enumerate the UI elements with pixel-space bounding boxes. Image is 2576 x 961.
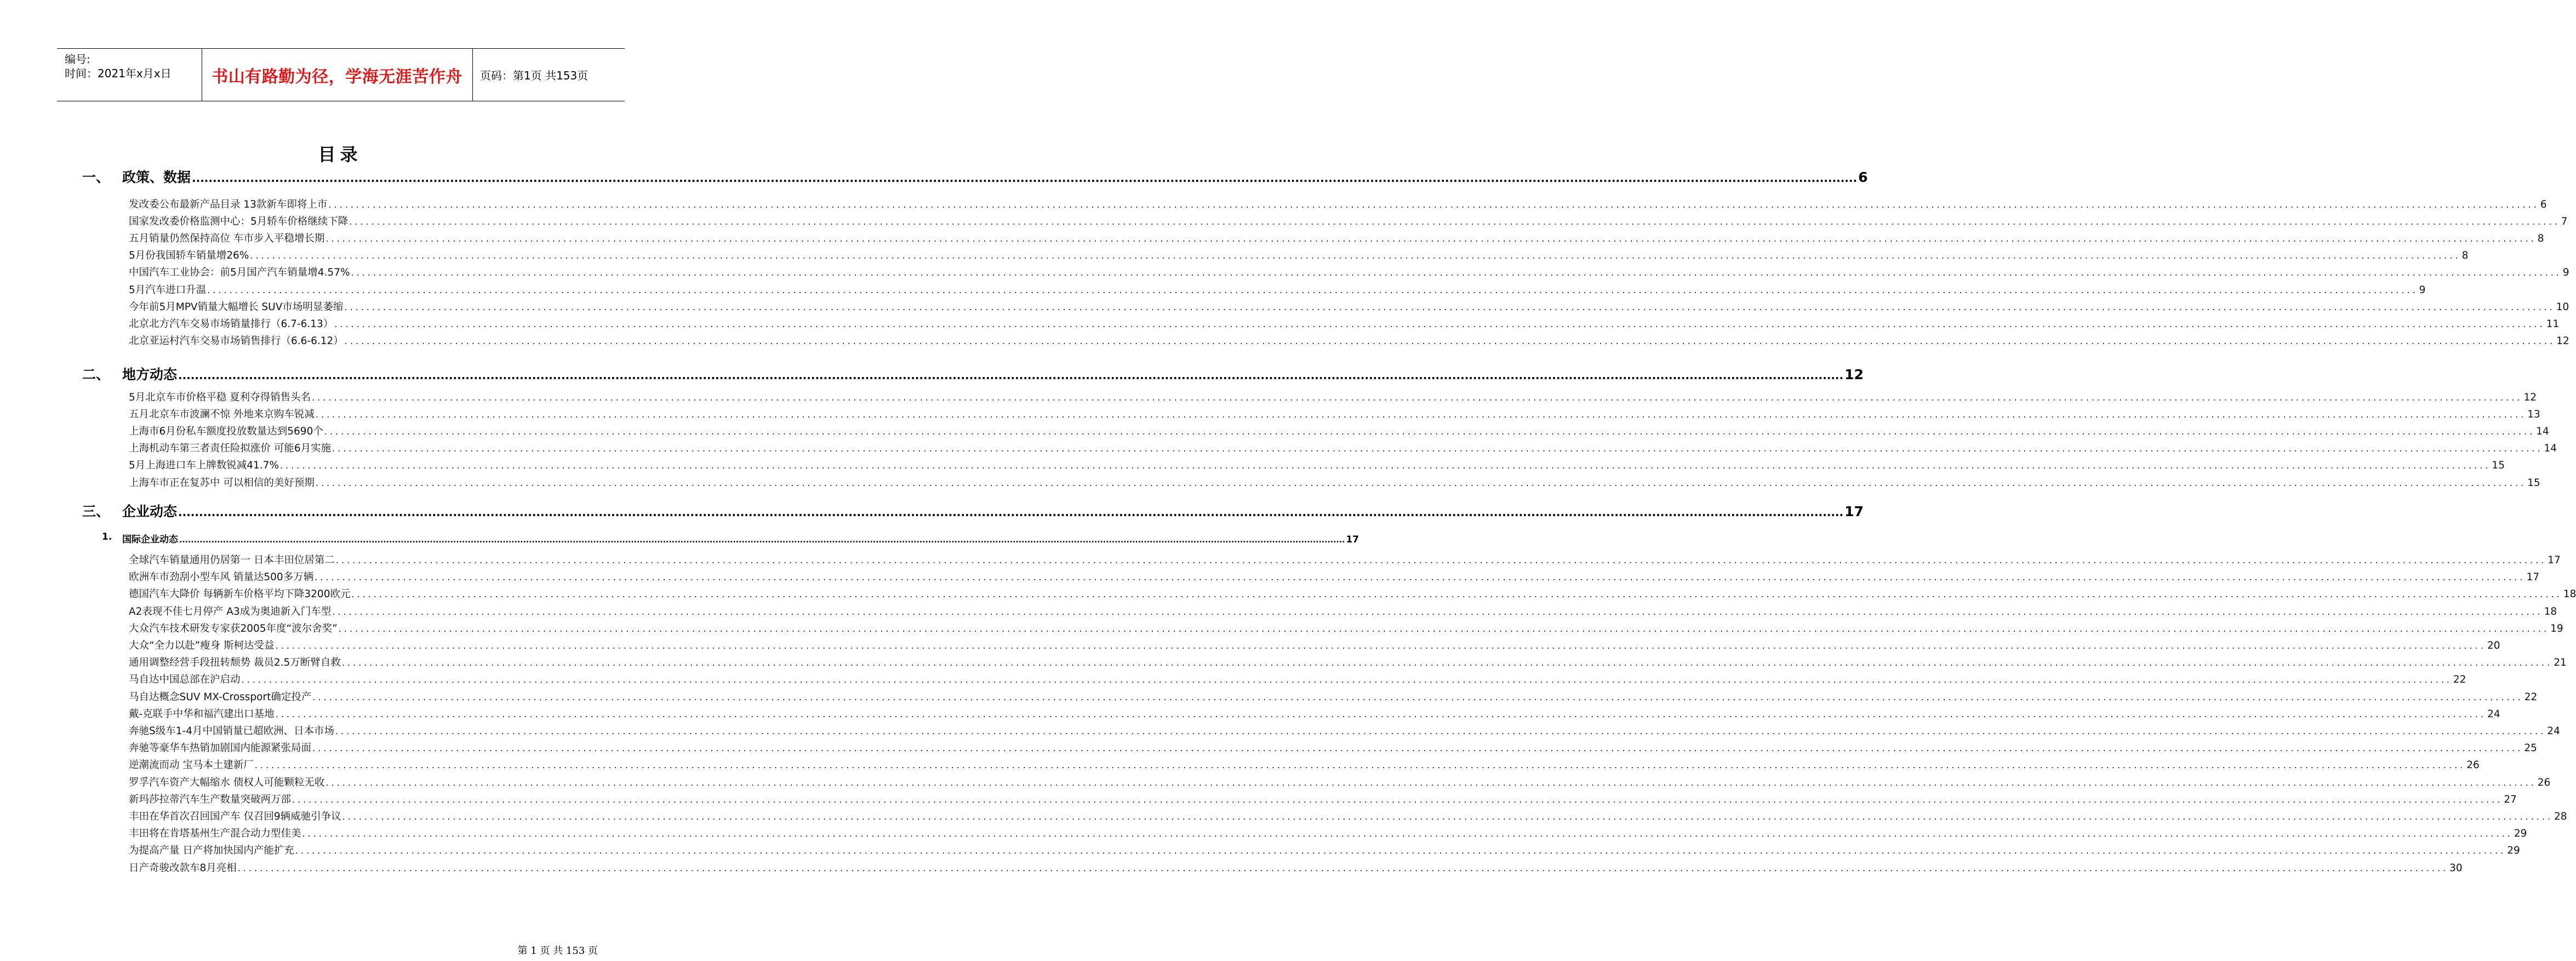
entry-page: 22 [2453, 674, 2466, 686]
dot-leader: ................................................................................................................................................................................................................................................................................................................................................................................................................ [334, 318, 2545, 329]
entry-title: 北京亚运村汽车交易市场销售排行（6.6-6.12） [129, 335, 344, 347]
entry-title: 上海车市正在复苏中 可以相信的美好预期 [129, 477, 315, 489]
header-motto-cell [202, 49, 473, 101]
entry-title: 奔驰等豪华车热销加剧国内能源紧张局面 [129, 742, 312, 754]
section-number: 一、 [82, 169, 110, 185]
section-page: 17 [1844, 504, 1864, 519]
entry-page: 24 [2547, 725, 2560, 737]
toc-entry [129, 231, 2544, 245]
entry-page: 18 [2544, 605, 2557, 617]
entry-page: 14 [2536, 426, 2549, 438]
entry-title: 5月份我国轿车销量增26% [129, 250, 249, 262]
entry-title: 上海机动车第三者责任险拟涨价 可能6月实施 [129, 443, 332, 455]
entry-title: 5月北京车市价格平稳 夏利夺得销售头名 [129, 392, 311, 403]
entry-page: 29 [2507, 845, 2520, 857]
dot-leader: ................................................................................................................................................................................................................................................................................................................................................................................................................ [338, 623, 2550, 634]
toc-entry [129, 826, 2527, 840]
entry-page: 15 [2527, 477, 2540, 489]
dot-leader: ................................................................................................................................................................................................................................................................................................................................................................................................................ [302, 828, 2513, 839]
entry-page: 8 [2537, 233, 2544, 245]
entry-page: 15 [2492, 460, 2505, 472]
entry-page: 30 [2449, 862, 2463, 874]
entry-page: 11 [2546, 318, 2560, 330]
toc-entry [129, 809, 2567, 823]
toc-entry [129, 197, 2547, 211]
entry-title: 上海市6月份私车额度投放数量达到5690个 [129, 426, 323, 438]
dot-leader: ................................................................................................................................................................................................................................................................................................................................................................................................................ [295, 845, 2506, 856]
dot-leader: ................................................................................................................................................................................................................................................................................................................................................................................................................ [325, 777, 2537, 788]
entry-page: 19 [2550, 622, 2563, 634]
entry-page: 10 [2556, 301, 2569, 313]
entry-page: 9 [2562, 267, 2569, 279]
entry-title: 发改委公布最新产品目录 13款新车即将上市 [129, 199, 328, 210]
section-number: 二、 [82, 367, 110, 382]
dot-leader: ................................................................................................................................................................................................................................................................................................................................................................................................................ [207, 284, 2418, 295]
section-title: 企业动态 [122, 504, 178, 519]
toc-entry [129, 689, 2538, 703]
entry-title: A2表现不佳七月停产 A3成为奥迪新入门车型 [129, 605, 332, 617]
toc-section-row[interactable] [0, 501, 1864, 519]
toc-entry [129, 621, 2563, 635]
toc-section-row[interactable] [0, 167, 1868, 185]
entry-page: 18 [2563, 588, 2576, 600]
subsection-page: 17 [1346, 534, 1360, 545]
dot-leader: ................................................................................................................................................................................................................................................................................................................................................................................................................ [178, 369, 1844, 382]
header-meta-cell [57, 49, 202, 101]
entry-title: 罗孚汽车资产大幅缩水 债权人可能颗粒无收 [129, 776, 325, 788]
section-title: 政策、数据 [122, 169, 191, 185]
entry-title: 五月销量仍然保持高位 车市步入平稳增长期 [129, 233, 325, 245]
section-page: 12 [1844, 367, 1864, 382]
subsection-entry [122, 531, 1360, 545]
entry-title: 五月北京车市波澜不惊 外地来京购车锐减 [129, 409, 315, 421]
dot-leader: ................................................................................................................................................................................................................................................................................................................................................................................................................ [312, 743, 2523, 754]
dot-leader: ................................................................................................................................................................................................................................................................................................................................................................................................................ [332, 443, 2543, 454]
entry-page: 12 [2556, 335, 2569, 347]
entry-page: 17 [2526, 571, 2540, 584]
toc-entry [129, 843, 2520, 857]
toc-entry [129, 441, 2557, 455]
toc-entry [129, 265, 2569, 279]
toc-section-row[interactable] [0, 364, 1864, 382]
entry-page: 24 [2487, 708, 2500, 720]
entry-page: 8 [2461, 250, 2469, 262]
toc-entry [129, 282, 2426, 296]
toc-entry [129, 457, 2505, 472]
toc-entry [129, 723, 2560, 737]
dot-leader: ................................................................................................................................................................................................................................................................................................................................................................................................................ [342, 811, 2554, 822]
dot-leader: ................................................................................................................................................................................................................................................................................................................................................................................................................ [254, 760, 2466, 771]
toc-entry [129, 792, 2517, 806]
entry-title: 5月汽车进口升温 [129, 284, 207, 296]
entry-title: 中国汽车工业协会：前5月国产汽车销量增4.57% [129, 267, 350, 279]
toc-entry [129, 638, 2500, 652]
toc-entry [129, 552, 2561, 567]
dot-leader: ................................................................................................................................................................................................................................................................................................................................................................................................................ [344, 301, 2555, 312]
entry-title: 德国汽车大降价 每辆新车价格平均下降3200欧元 [129, 588, 351, 600]
dot-leader: ................................................................................................................................................................................................................................................................................................................................................................................................................ [250, 250, 2461, 261]
section-number: 三、 [82, 504, 110, 519]
page-info: 页码：第1页 共153页 [480, 69, 589, 82]
entry-title: 为提高产量 日产将加快国内产能扩充 [129, 845, 294, 857]
dot-leader: ................................................................................................................................................................................................................................................................................................................................................................................................................ [324, 426, 2535, 437]
entry-title: 奔驰S级车1-4月中国销量已超欧洲、日本市场 [129, 725, 334, 737]
entry-title: 日产奇骏改款车8月亮相 [129, 862, 237, 874]
entry-title: 逆潮流而动 宝马本土建新厂 [129, 759, 254, 771]
dot-leader: ................................................................................................................................................................................................................................................................................................................................................................................................................ [312, 392, 2523, 403]
dot-leader: ................................................................................................................................................................................................................................................................................................................................................................................................................ [315, 477, 2527, 488]
entry-title: 欧洲车市劲刮小型车风 销量达500多万辆 [129, 571, 314, 584]
toc-entry [129, 248, 2469, 262]
page-footer: 第 1 页 共 153 页 [517, 945, 598, 957]
dot-leader: ................................................................................................................................................................................................................................................................................................................................................................................................................ [351, 267, 2562, 278]
entry-page: 7 [2561, 216, 2568, 228]
entry-page: 26 [2466, 759, 2480, 771]
entry-page: 28 [2554, 811, 2567, 822]
entry-page: 26 [2537, 776, 2551, 788]
dot-leader: ................................................................................................................................................................................................................................................................................................................................................................................................................ [335, 726, 2546, 736]
entry-page: 12 [2523, 392, 2537, 403]
dot-leader: ................................................................................................................................................................................................................................................................................................................................................................................................................ [178, 506, 1844, 519]
dot-leader: ................................................................................................................................................................................................................................................................................................................................................................................................................ [332, 606, 2543, 617]
entry-title: 通用调整经营手段扭转颓势 裁员2.5万断臂自救 [129, 657, 341, 669]
toc-entry [129, 757, 2480, 771]
toc-entry [129, 569, 2540, 584]
entry-title: 丰田将在肯塔基州生产混合动力型佳美 [129, 828, 301, 840]
toc-entry [129, 740, 2537, 754]
toc-entry [129, 586, 2576, 600]
document-header [57, 48, 625, 101]
entry-title: 戴-克联手中华和福汽建出口基地 [129, 708, 275, 720]
motto-text: 书山有路勤为径，学海无涯苦作舟 [212, 67, 462, 87]
dot-leader: ................................................................................................................................................................................................................................................................................................................................................................................................................ [341, 657, 2553, 668]
entry-page: 22 [2524, 691, 2538, 703]
section-entry [122, 364, 1864, 384]
entry-page: 20 [2487, 640, 2500, 651]
section-title: 地方动态 [122, 367, 178, 382]
dot-leader: ................................................................................................................................................................................................................................................................................................................................................................................................................ [237, 862, 2449, 873]
subsection-title: 国际企业动态 [122, 534, 178, 545]
toc-entry [129, 299, 2569, 313]
entry-title: 新玛莎拉蒂汽车生产数量突破两万部 [129, 793, 292, 805]
dot-leader: ................................................................................................................................................................................................................................................................................................................................................................................................................ [349, 216, 2560, 227]
entry-title: 5月上海进口车上牌数锐减41.7% [129, 460, 279, 472]
dot-leader: ................................................................................................................................................................................................................................................................................................................................................................................................................ [292, 794, 2503, 805]
entry-page: 17 [2548, 554, 2561, 566]
subsection-number: 1. [102, 531, 112, 542]
section-entry [122, 501, 1864, 520]
header-page-cell [472, 49, 625, 101]
dot-leader: ................................................................................................................................................................................................................................................................................................................................................................................................................ [275, 640, 2486, 651]
entry-title: 全球汽车销量通用仍居第一 日本丰田位居第二 [129, 554, 335, 566]
section-page: 6 [1858, 169, 1868, 185]
entry-title: 大众“全力以赴”瘦身 斯柯达受益 [129, 640, 275, 651]
dot-leader: ................................................................................................................................................................................................................................................................................................................................................................................................................ [325, 233, 2537, 244]
toc-entry [129, 214, 2568, 228]
toc-entry [129, 333, 2569, 347]
dot-leader: ................................................................................................................................................................................................................................................................................................................................................................................................................ [315, 572, 2526, 583]
toc-entry [129, 407, 2540, 421]
toc-entry [129, 775, 2551, 789]
dot-leader: ................................................................................................................................................................................................................................................................................................................................................................................................................ [192, 171, 1858, 185]
entry-page: 13 [2527, 409, 2540, 421]
toc-entry [129, 655, 2567, 669]
toc-entry [129, 424, 2549, 438]
entry-page: 25 [2524, 742, 2537, 754]
toc-entry [129, 672, 2466, 686]
entry-page: 27 [2504, 793, 2517, 805]
section-entry [122, 167, 1868, 186]
dot-leader: ................................................................................................................................................................................................................................................................................................................................................................................................................ [312, 691, 2523, 702]
entry-title: 国家发改委价格监测中心：5月轿车价格继续下降 [129, 216, 349, 228]
dot-leader: ................................................................................................................................................................................................................................................................................................................................................................................................................ [280, 460, 2491, 471]
entry-page: 9 [2419, 284, 2426, 296]
entry-page: 21 [2554, 657, 2567, 669]
dot-leader: ................................................................................................................................................................................................................................................................................................................................................................................................................ [315, 409, 2527, 420]
entry-title: 丰田在华首次召回国产车 仅召回9辆威驰引争议 [129, 811, 341, 822]
entry-title: 今年前5月MPV销量大幅增长 SUV市场明显萎缩 [129, 301, 344, 313]
toc-entry [129, 860, 2463, 874]
toc-entry [129, 604, 2557, 618]
dot-leader: ................................................................................................................................................................................................................................................................................................................................................................................................................ [241, 674, 2452, 685]
time-label: 时间：2021年x月x日 [65, 67, 172, 80]
number-label: 编号: [65, 53, 90, 66]
dot-leader: ................................................................................................................................................................................................................................................................................................................................................................................................................ [344, 335, 2556, 346]
toc-entry [129, 475, 2540, 489]
toc-entry [129, 706, 2500, 720]
entry-page: 14 [2544, 443, 2557, 455]
dot-leader: ................................................................................................................................................................................................................................................................................................................................................................................................................ [351, 589, 2562, 600]
dot-leader: ................................................................................................................................................................................................................................................................................................................................................................................................................ [328, 199, 2539, 210]
entry-title: 马自达中国总部在沪启动 [129, 674, 241, 686]
dot-leader: ................................................................................................................................................................................................................................................................................................................................................................................................................ [275, 708, 2487, 719]
toc-entry [129, 390, 2537, 404]
entry-title: 马自达概念SUV MX-Crossport确定投产 [129, 691, 312, 703]
entry-title: 大众汽车技术研发专家获2005年度“波尔舍奖” [129, 622, 338, 634]
entry-page: 29 [2514, 828, 2527, 840]
toc-entry [129, 316, 2560, 330]
dot-leader: ................................................................................................................................................................................................................................................................................................................................................................................................................ [335, 555, 2547, 565]
toc-title: 目录 [318, 144, 362, 165]
entry-page: 6 [2540, 199, 2547, 210]
entry-title: 北京北方汽车交易市场销量排行（6.7-6.13） [129, 318, 334, 330]
dot-leader: ................................................................................................................................................................................................................................................................................................................................................................................................................ [179, 536, 1345, 545]
